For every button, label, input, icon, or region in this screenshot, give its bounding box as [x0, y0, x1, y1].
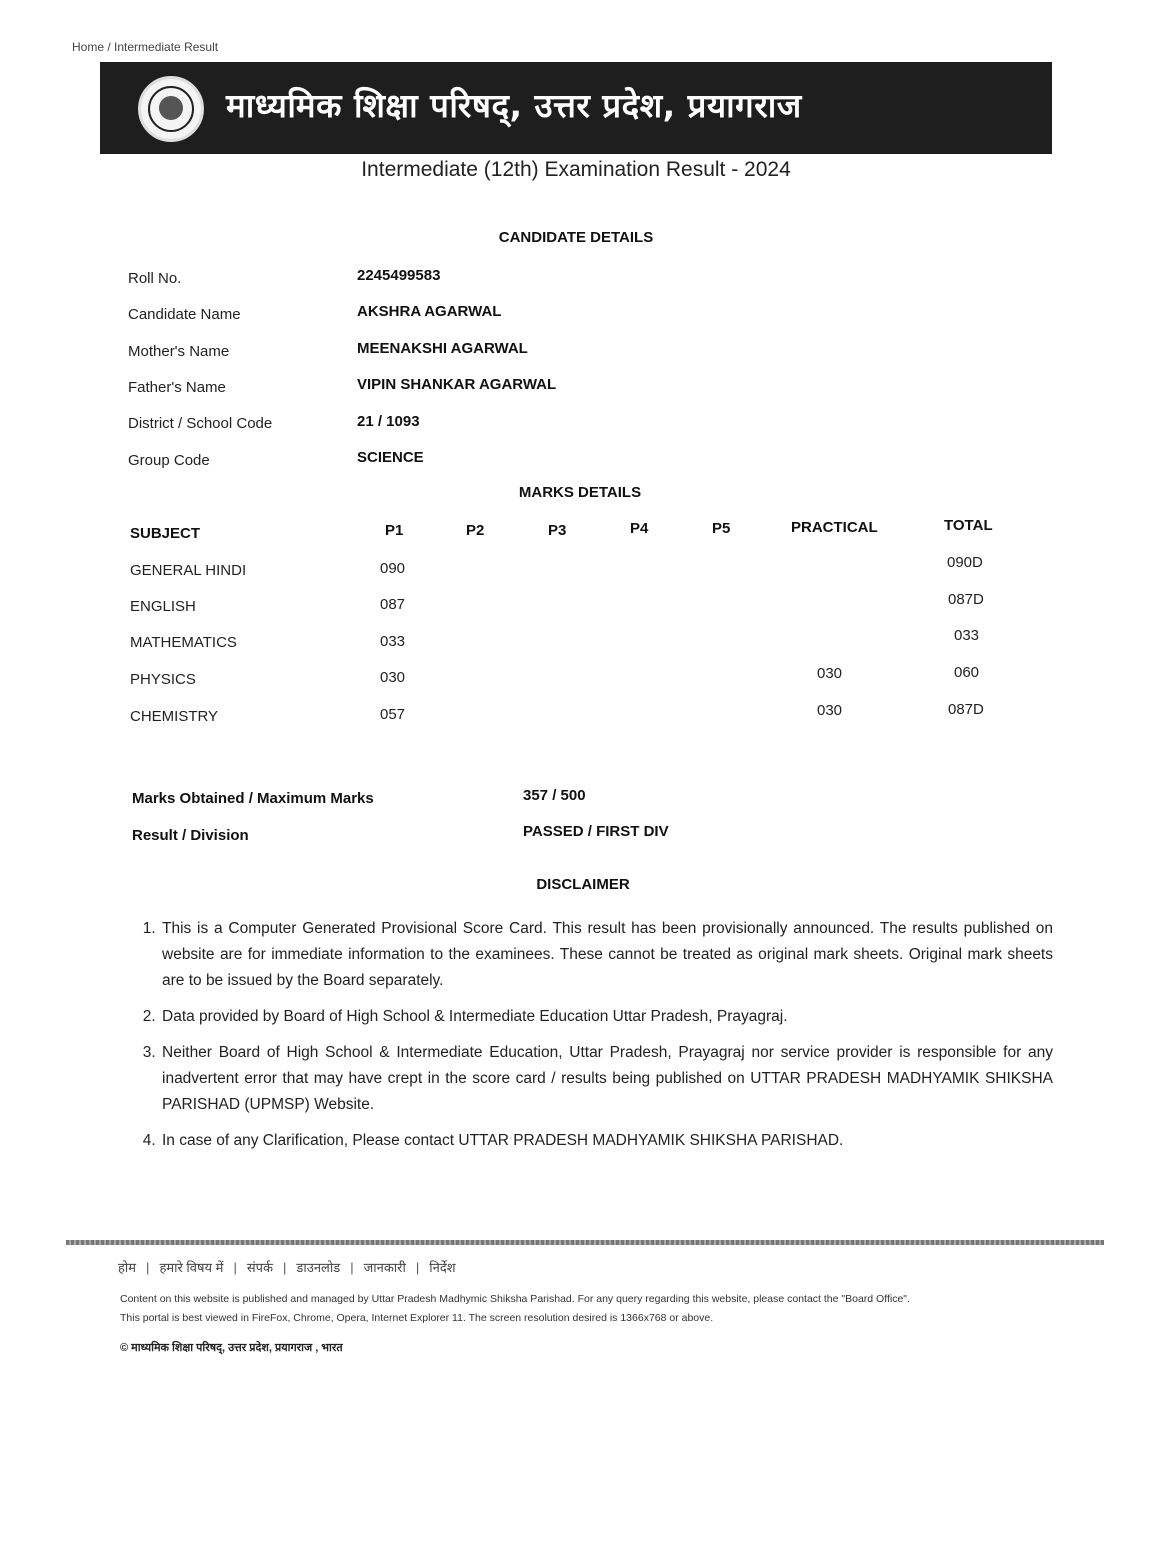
disclaimer-list [136, 916, 1053, 1164]
marks-chemistry-total: 087D [948, 701, 984, 718]
candidate-name-label: Candidate Name [128, 306, 241, 323]
copyright-icon: © [120, 1342, 129, 1354]
breadcrumb [72, 40, 218, 54]
father-name-value: VIPIN SHANKAR AGARWAL [357, 376, 557, 393]
marks-mathematics-total: 033 [954, 627, 980, 644]
footer-link-home[interactable]: होम [118, 1260, 137, 1275]
footer-separator: | [283, 1260, 287, 1275]
group-code-label: Group Code [128, 452, 210, 469]
board-logo-icon [138, 76, 204, 142]
mother-name-label: Mother's Name [128, 343, 230, 360]
footer-separator: | [146, 1260, 150, 1275]
column-header-practical: PRACTICAL [791, 519, 878, 536]
copyright-text: माध्यमिक शिक्षा परिषद्, उत्तर प्रदेश, प्रयागराज , भारत [131, 1342, 343, 1354]
board-name: माध्यमिक शिक्षा परिषद्, उत्तर प्रदेश, प्रयागराज [226, 86, 802, 125]
subject-general-hindi: GENERAL HINDI [130, 562, 247, 579]
district-school-code-value: 21 / 1093 [357, 413, 420, 430]
footer-separator: | [233, 1260, 237, 1275]
column-header-p3: P3 [548, 522, 567, 539]
footer-separator: | [350, 1260, 354, 1275]
subject-mathematics: MATHEMATICS [130, 634, 237, 651]
marks-english-total: 087D [948, 591, 984, 608]
breadcrumb-home-link[interactable]: Home [72, 40, 105, 54]
marks-obtained-value: 357 / 500 [523, 787, 586, 804]
father-name-label: Father's Name [128, 379, 226, 396]
footer-note-content: Content on this website is published and managed by Uttar Pradesh Madhymic Shiksha Parishad. For any query regarding this website, please contact the "Board Office". [120, 1293, 910, 1305]
disclaimer-heading: DISCLAIMER [536, 876, 630, 893]
disclaimer-item: 2. Data provided by Board of High School & Intermediate Education Uttar Pradesh, Prayagraj. [160, 1004, 1053, 1030]
group-code-value: SCIENCE [357, 449, 424, 466]
breadcrumb-separator: / [104, 40, 115, 54]
column-header-p5: P5 [712, 520, 731, 537]
candidate-name-value: AKSHRA AGARWAL [357, 303, 502, 320]
marks-general-hindi-total: 090D [947, 554, 983, 571]
footer-link-about[interactable]: हमारे विषय में [159, 1260, 224, 1275]
marks-chemistry-practical: 030 [817, 702, 843, 719]
roll-no-label: Roll No. [128, 270, 182, 287]
marks-english-p1: 087 [380, 596, 406, 613]
footer-nav [118, 1258, 456, 1276]
subject-chemistry: CHEMISTRY [130, 708, 219, 725]
footer-link-contact[interactable]: संपर्क [246, 1260, 273, 1275]
footer-note-browser: This portal is best viewed in FireFox, Chrome, Opera, Internet Explorer 11. The screen resolution desired is 1366x768 or above. [120, 1312, 714, 1324]
breadcrumb-current: Intermediate Result [114, 40, 219, 54]
exam-title: Intermediate (12th) Examination Result - 2024 [361, 158, 791, 181]
column-header-p1: P1 [385, 522, 404, 539]
marks-physics-p1: 030 [380, 669, 406, 686]
column-header-total: TOTAL [944, 517, 993, 534]
footer-separator: | [415, 1260, 420, 1275]
roll-no-value: 2245499583 [357, 267, 441, 284]
result-division-label: Result / Division [132, 827, 249, 844]
marks-details-heading: MARKS DETAILS [518, 484, 642, 501]
candidate-details-heading: CANDIDATE DETAILS [498, 229, 654, 246]
marks-physics-total: 060 [954, 664, 980, 681]
marks-general-hindi-p1: 090 [380, 560, 406, 577]
footer-link-download[interactable]: डाउनलोड [296, 1260, 341, 1275]
column-header-p2: P2 [466, 522, 485, 539]
district-school-code-label: District / School Code [128, 415, 273, 432]
footer-link-instructions[interactable]: निर्देश [429, 1260, 456, 1275]
subject-english: ENGLISH [130, 598, 196, 615]
subject-physics: PHYSICS [130, 671, 196, 688]
marks-chemistry-p1: 057 [380, 706, 406, 723]
footer-copyright [120, 1340, 343, 1355]
marks-mathematics-p1: 033 [380, 633, 406, 650]
result-division-value: PASSED / FIRST DIV [523, 823, 669, 840]
footer-divider [66, 1240, 1104, 1245]
column-header-subject: SUBJECT [130, 525, 201, 542]
header-banner [100, 62, 1052, 154]
marks-obtained-label: Marks Obtained / Maximum Marks [132, 790, 374, 807]
disclaimer-item: 3. Neither Board of High School & Intermediate Education, Uttar Pradesh, Prayagraj nor service provider is responsible for any inadvertent error that may have crept in the score card / results being published on UTTAR PRADESH MADHYAMIK SHIKSHA PARISHAD (UPMSP) Website. [160, 1040, 1053, 1118]
column-header-p4: P4 [630, 520, 649, 537]
disclaimer-item: 1. This is a Computer Generated Provisional Score Card. This result has been provisionally announced. The results published on website are for immediate information to the examinees. These cannot be treated as original mark sheets. Original mark sheets are to be issued by the Board separately. [160, 916, 1053, 994]
marks-physics-practical: 030 [817, 665, 843, 682]
footer-link-information[interactable]: जानकारी [363, 1260, 406, 1275]
disclaimer-item: 4. In case of any Clarification, Please contact UTTAR PRADESH MADHYAMIK SHIKSHA PARISHAD. [160, 1128, 1053, 1154]
mother-name-value: MEENAKSHI AGARWAL [357, 340, 528, 357]
